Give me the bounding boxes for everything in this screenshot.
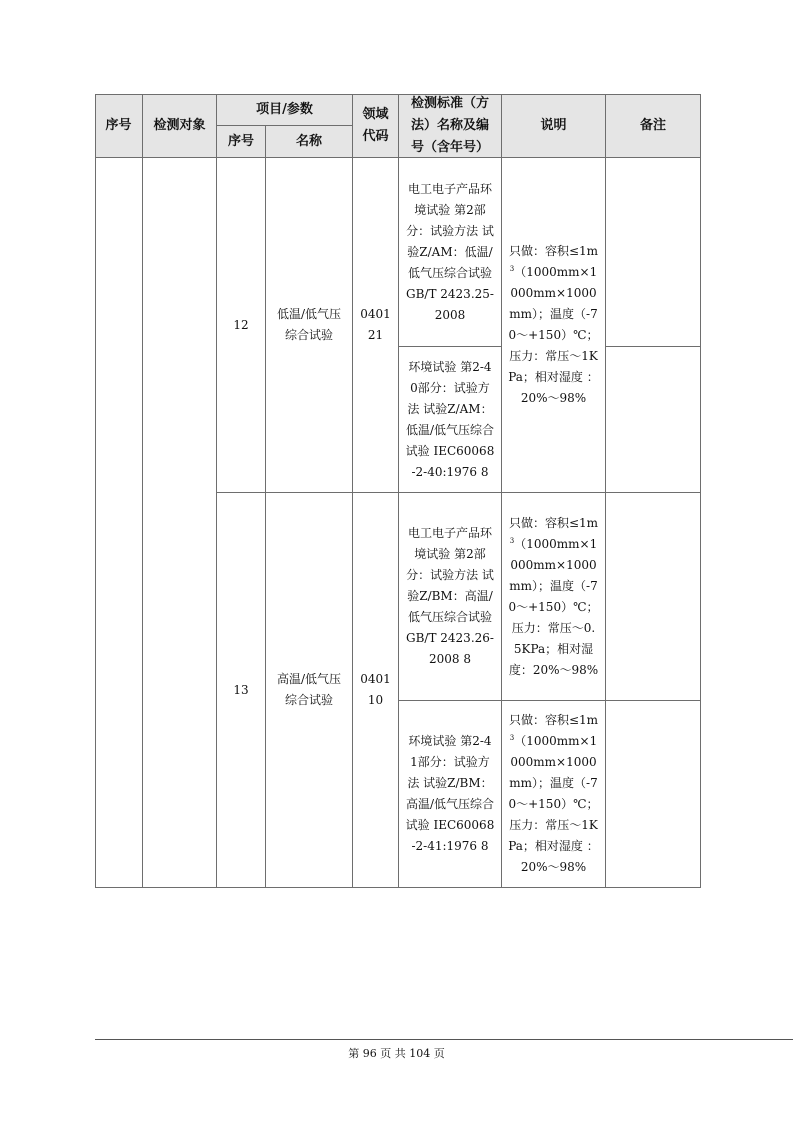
table-row-12-remarks-1 (606, 158, 701, 347)
header-seq (95, 94, 143, 158)
row-13-description-1-text (502, 513, 605, 681)
header-item-seq-label: 序号 (227, 133, 254, 149)
row-12-seq-text: 12 (233, 317, 249, 332)
table-row-12-remarks-2 (606, 347, 701, 493)
table-row-13-name (266, 493, 353, 888)
header-description (502, 94, 606, 158)
row-13-desc-1-post: （1000mm×1000mm×1000mm）；温度（-70～+150）℃；压力：常压～0.5KPa；相对湿度：20%～98% (508, 536, 599, 677)
table-row-12-seq (217, 158, 266, 493)
table-row-13-seq (217, 493, 266, 888)
row-12-standard-1-text: 电工电子产品环境试验 第2部分：试验方法 试验Z/AM：低温/低气压综合试验 GB/T 2423.25-2008 (406, 181, 494, 322)
header-remarks-label: 备注 (639, 117, 666, 133)
row-13-desc-2-sup: 3 (509, 734, 515, 742)
header-item-name (266, 126, 353, 158)
row-13-seq-text: 13 (233, 682, 249, 697)
header-standard-label: 检测标准（方法）名称及编号（含年号） (410, 95, 489, 155)
header-item-param-label: 项目/参数 (256, 101, 313, 117)
row-13-standard-1-text: 电工电子产品环境试验 第2部分：试验方法 试验Z/BM：高温/低气压综合试验 GB/T 2423.26-2008 8 (406, 526, 494, 666)
row-13-name-text: 高温/低气压综合试验 (276, 672, 342, 707)
header-item-seq (217, 126, 266, 158)
table-row-13-remarks-2 (606, 701, 701, 888)
header-seq-label: 序号 (105, 117, 132, 133)
table-row-13-description-2 (502, 701, 606, 888)
row-12-desc-sup: 3 (509, 265, 515, 273)
header-remarks (606, 94, 701, 158)
row-13-desc-2-pre: 只做：容积≤1m (508, 713, 599, 727)
seq-cell (95, 158, 143, 888)
table-row-12-name (266, 158, 353, 493)
header-object-label: 检测对象 (153, 117, 206, 133)
table-row-13-standard-2 (399, 701, 502, 888)
header-standard (399, 94, 502, 158)
header-description-label: 说明 (540, 117, 567, 133)
header-domain-code (353, 94, 399, 158)
object-cell (143, 158, 217, 888)
table-row-13-description-1 (502, 493, 606, 701)
row-12-desc-post: （1000mm×1000mm×1000mm）；温度（-70～+150）℃；压力：常压～1KPa；相对湿度 ：20%～98% (508, 265, 599, 405)
header-domain-code-label: 领域代码 (362, 106, 389, 144)
table-row-13-remarks-1 (606, 493, 701, 701)
row-12-name-text: 低温/低气压综合试验 (276, 307, 342, 342)
table-row-12-code (353, 158, 399, 493)
inspection-table (95, 94, 701, 888)
header-object (143, 94, 217, 158)
row-13-desc-1-sup: 3 (509, 536, 515, 545)
header-item-param (217, 94, 353, 126)
header-item-name-label: 名称 (295, 133, 322, 149)
table-row-13-standard-1 (399, 493, 502, 701)
row-13-description-2-text (502, 710, 605, 878)
row-13-desc-2-post: （1000mm×1000mm×1000mm）；温度（-70～+150）℃；压力：常压～1KPa；相对湿度 ：20%～98% (508, 734, 599, 874)
row-12-description-text (502, 241, 605, 409)
row-13-code-text: 040110 (360, 672, 391, 707)
row-12-standard-2-text: 环境试验 第2-40部分：试验方法 试验Z/AM：低温/低气压综合试验 IEC60068-2-40:1976 8 (405, 359, 495, 479)
page-footer: 第 96 页 共 104 页 (348, 1047, 445, 1060)
table-row-13-code (353, 493, 399, 888)
row-12-code-text: 040121 (360, 307, 391, 342)
row-13-standard-2-text: 环境试验 第2-41部分：试验方法 试验Z/BM：高温/低气压综合试验 IEC60068-2-41:1976 8 (405, 734, 495, 853)
row-12-desc-pre: 只做：容积≤1m (508, 244, 599, 258)
footer-divider (95, 1039, 793, 1040)
table-row-12-description (502, 158, 606, 493)
row-13-desc-1-pre: 只做：容积≤1m (508, 515, 599, 530)
table-row-12-standard-2 (399, 347, 502, 493)
table-row-12-standard-1 (399, 158, 502, 347)
